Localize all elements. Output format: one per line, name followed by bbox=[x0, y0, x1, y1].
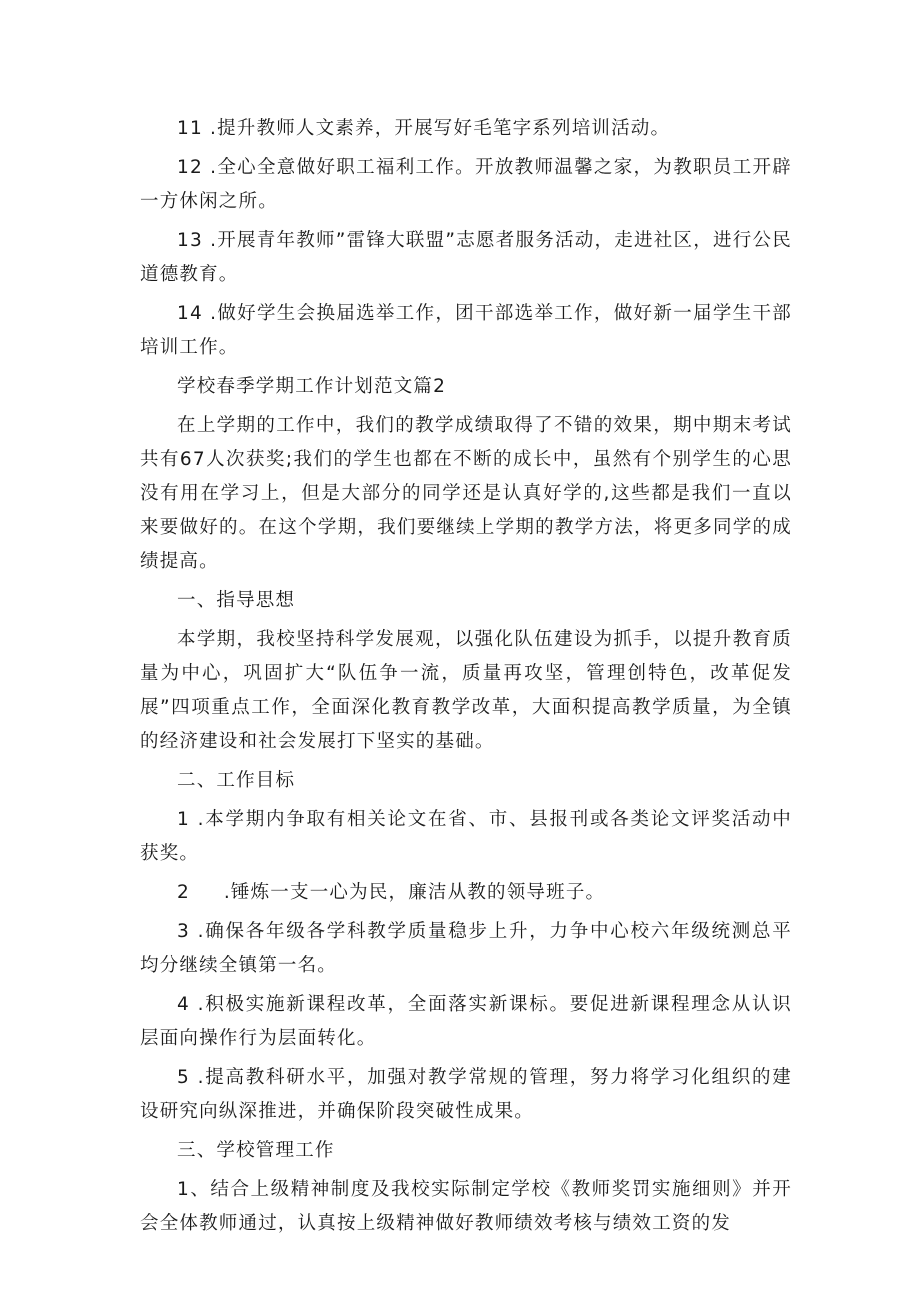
list-item-11: 11 .提升教师人文素养，开展写好毛笔字系列培训活动。 bbox=[177, 118, 671, 139]
goal-item-4: 4 .积极实施新课程改革，全面落实新课标。要促进新课程理念从认识层面向操作行为层面转化。 bbox=[140, 994, 792, 1049]
list-item-13: 13 .开展青年教师”雷锋大联盟”志愿者服务活动，走进社区，进行公民道德教育。 bbox=[140, 230, 792, 285]
goal-item-1: 1 .本学期内争取有相关论文在省、市、县报刊或各类论文评奖活动中获奖。 bbox=[140, 809, 792, 864]
guiding-ideology-paragraph: 本学期，我校坚持科学发展观，以强化队伍建设为抓手，以提升教育质量为中心，巩固扩大“队伍争一流，质量再攻坚，管理创特色，改革促发展”四项重点工作，全面深化教育教学改革，大面积提高教学质量，为全镇的经济建设和社会发展打下坚实的基础。 bbox=[140, 629, 792, 752]
section-title: 学校春季学期工作计划范文篇2 bbox=[177, 376, 447, 397]
heading-school-management: 三、学校管理工作 bbox=[177, 1140, 335, 1161]
list-item-12: 12 .全心全意做好职工福利工作。开放教师温馨之家，为教职员工开辟一方休闲之所。 bbox=[140, 157, 792, 212]
goal-item-3: 3 .确保各年级各学科教学质量稳步上升，力争中心校六年级统测总平均分继续全镇第一名。 bbox=[140, 921, 792, 976]
heading-work-goals: 二、工作目标 bbox=[177, 770, 296, 791]
goal-item-5: 5 .提高教科研水平，加强对教学常规的管理，努力将学习化组织的建设研究向纵深推进，并确保阶段突破性成果。 bbox=[140, 1067, 792, 1122]
intro-paragraph: 在上学期的工作中，我们的教学成绩取得了不错的效果，期中期末考试共有67人次获奖;我们的学生也都在不断的成长中，虽然有个别学生的心思没有用在学习上，但是大部分的同学还是认真好学的,这些都是我们一直以来要做好的。在这个学期，我们要继续上学期的教学方法，将更多同学的成绩提高。 bbox=[140, 415, 792, 572]
list-item-14: 14 .做好学生会换届选举工作，团干部选举工作，做好新一届学生干部培训工作。 bbox=[140, 303, 792, 358]
goal-item-2: 2 .锤炼一支一心为民，廉洁从教的领导班子。 bbox=[177, 882, 606, 903]
document-body bbox=[140, 112, 792, 1241]
management-item-1: 1、结合上级精神制度及我校实际制定学校《教师奖罚实施细则》并开会全体教师通过，认真按上级精神做好教师绩效考核与绩效工资的发 bbox=[140, 1179, 792, 1234]
heading-guiding-ideology: 一、指导思想 bbox=[177, 590, 296, 611]
